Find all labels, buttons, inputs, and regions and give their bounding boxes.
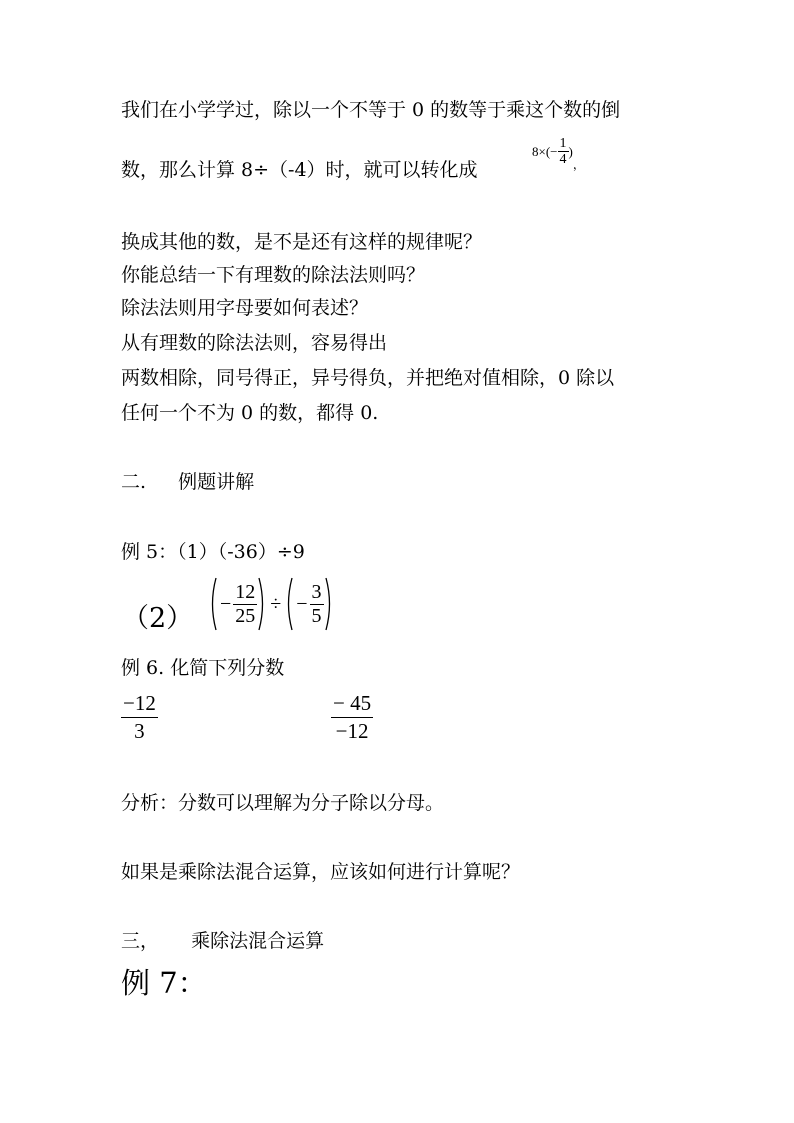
formula-prefix: 8×(− <box>532 144 558 159</box>
frac-2-denominator: 5 <box>311 604 322 627</box>
fraction-a-numerator: −12 <box>123 691 156 715</box>
formula-numerator: 1 <box>559 136 567 151</box>
example-6-title: 例 6. 化简下列分数 <box>121 657 285 679</box>
section-2-number: 二. <box>121 471 147 493</box>
formula-suffix: ) <box>568 144 573 159</box>
frac-2-sign: − <box>296 592 308 615</box>
fraction-a-denominator: 3 <box>121 717 158 745</box>
example-6-fraction-a <box>121 690 158 745</box>
question-line-3: 除法法则用字母要如何表述？ <box>121 297 369 319</box>
formula-fraction <box>558 136 569 167</box>
section-2-title: 例题讲解 <box>178 471 255 493</box>
right-paren-2 <box>324 576 334 632</box>
left-paren-2 <box>284 576 294 632</box>
frac-2-numerator: 3 <box>311 580 322 603</box>
frac-1-denominator: 25 <box>235 604 256 627</box>
left-paren-1 <box>208 576 218 632</box>
rule-line-1: 两数相除，同号得正，异号得负，并把绝对值相除，0 除以 <box>121 367 615 389</box>
section-2-heading <box>121 470 254 494</box>
division-sign: ÷ <box>270 592 282 615</box>
right-paren-1 <box>257 576 267 632</box>
intro-line-2 <box>121 158 478 182</box>
rule-line-2: 任何一个不为 0 的数，都得 0. <box>121 402 379 424</box>
example-6-fraction-b <box>331 690 373 745</box>
mixed-operation-question: 如果是乘除法混合运算，应该如何进行计算呢？ <box>121 861 521 883</box>
section-3-title: 乘除法混合运算 <box>191 930 325 952</box>
question-line-1: 换成其他的数，是不是还有这样的规律呢？ <box>121 231 483 253</box>
frac-1 <box>233 581 257 628</box>
question-line-2: 你能总结一下有理数的除法法则吗？ <box>121 264 426 286</box>
frac-1-sign: − <box>220 592 232 615</box>
intro-line-2-text: 数，那么计算 8÷（-4）时，就可以转化成 <box>121 159 478 181</box>
fraction-b-denominator: −12 <box>331 717 373 745</box>
section-3-number: 三， <box>121 930 160 952</box>
question-line-4: 从有理数的除法法则，容易得出 <box>121 332 388 354</box>
frac-1-numerator: 12 <box>235 580 256 603</box>
example-7-label: 例 7： <box>121 966 207 1000</box>
example-5-line-1: 例 5：（1）（-36）÷9 <box>121 541 305 563</box>
formula-denominator: 4 <box>559 152 567 167</box>
example-5-part-2-label: （2） <box>122 603 194 634</box>
frac-2 <box>310 581 324 628</box>
analysis-line: 分析：分数可以理解为分子除以分母。 <box>121 792 445 814</box>
fraction-b-numerator: − 45 <box>333 691 372 715</box>
formula-trailing-comma: ， <box>572 157 585 172</box>
example-5-expression <box>208 576 334 632</box>
intro-line-1: 我们在小学学过，除以一个不等于 0 的数等于乘这个数的倒 <box>121 99 621 121</box>
section-3-heading <box>121 929 324 953</box>
formula-8-times-neg-quarter <box>532 136 585 172</box>
